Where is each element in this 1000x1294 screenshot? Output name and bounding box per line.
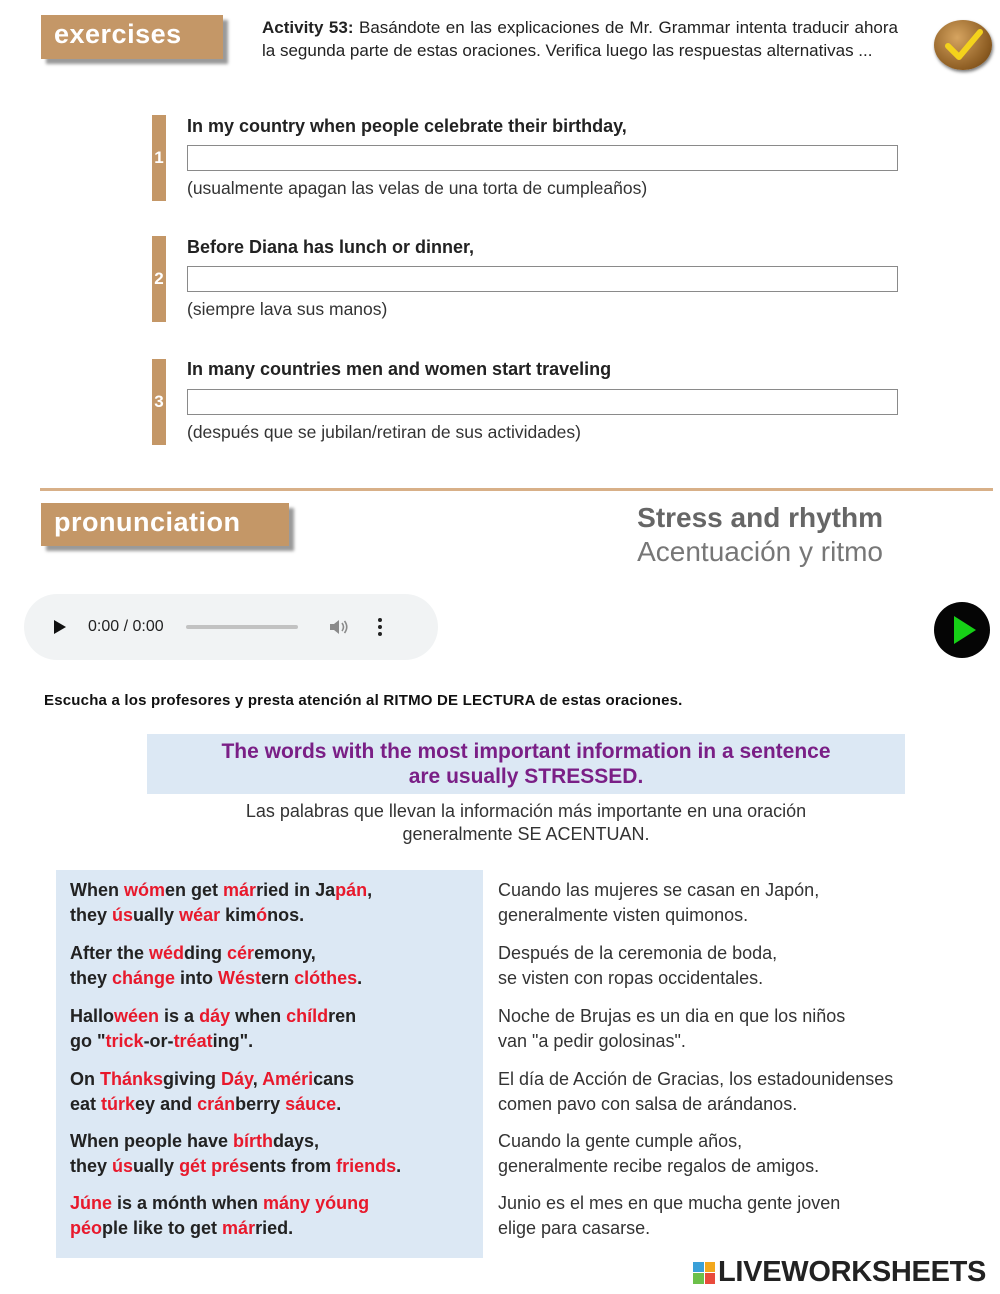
unstressed-text: When [70, 880, 124, 900]
activity-text: Basándote en las explicaciones de Mr. Grammar intenta traducir ahora la segunda parte de estas oraciones. Verifica luego las respuestas alternativas ... [262, 18, 899, 60]
translation-line: Junio es el mes en que mucha gente joven [498, 1193, 841, 1213]
unstressed-text: days, [273, 1131, 320, 1151]
stressed-syllable: Wést [218, 968, 262, 988]
unstressed-text: en get [165, 880, 224, 900]
unstressed-text: they [70, 905, 113, 925]
question-number: 1 [154, 148, 164, 167]
translation-line: generalmente recibe regalos de amigos. [498, 1156, 820, 1176]
question-prompt: Before Diana has lunch or dinner, [187, 237, 475, 257]
stressed-syllable: cér [227, 943, 255, 963]
unstressed-text: . [336, 1094, 342, 1114]
unstressed-text: they [70, 1156, 113, 1176]
activity-title: Activity 53: [262, 18, 354, 37]
stressed-syllable: friends [336, 1156, 397, 1176]
translation-line: Las palabras que llevan la información más importante en una oración [245, 801, 807, 821]
stressed-syllable: crán [197, 1094, 236, 1114]
english-sentence [70, 1129, 401, 1179]
sentence-line [70, 1092, 354, 1117]
unstressed-text: ding [184, 943, 228, 963]
section-title-es: Acentuación y ritmo [637, 536, 883, 567]
stressed-syllable: Dáy [221, 1069, 253, 1089]
english-sentence [70, 1191, 369, 1241]
stressed-syllable: péo [70, 1218, 103, 1238]
audio-player [24, 594, 438, 660]
stressed-syllable: wéar [179, 905, 221, 925]
question-hint: (siempre lava sus manos) [187, 299, 388, 319]
unstressed-text: ple like to get [102, 1218, 223, 1238]
spanish-translation [498, 878, 819, 928]
pronunciation-tab [41, 503, 289, 546]
unstressed-text: On [70, 1069, 100, 1089]
unstressed-text: giving [163, 1069, 222, 1089]
play-icon [954, 616, 976, 644]
unstressed-text: ern [261, 968, 295, 988]
stressed-syllable: már [222, 1218, 256, 1238]
unstressed-text: ried. [255, 1218, 294, 1238]
stressed-syllable: clóthes [294, 968, 358, 988]
rule-translation [147, 800, 905, 846]
sentence-line [70, 1154, 401, 1179]
unstressed-text: kim [220, 905, 257, 925]
stressed-syllable: Júne [70, 1193, 113, 1213]
unstressed-text: . [357, 968, 363, 988]
question-prompt: In my country when people celebrate their birthday, [187, 116, 627, 136]
unstressed-text: After the [70, 943, 150, 963]
unstressed-text: Hallo [70, 1006, 115, 1026]
unstressed-text: , [367, 880, 373, 900]
stressed-syllable: Améri [262, 1069, 314, 1089]
unstressed-text: is a mónth when [112, 1193, 264, 1213]
unstressed-text: ually [133, 905, 180, 925]
unstressed-text: ey and [135, 1094, 198, 1114]
sentence-line [70, 1004, 356, 1029]
spanish-translation [498, 1191, 840, 1241]
play-icon[interactable] [54, 620, 66, 634]
translation-line: generalmente SE ACENTUAN. [402, 824, 650, 844]
stressed-syllable: trick [105, 1031, 144, 1051]
sentence-line [70, 878, 372, 903]
question-hint: (usualmente apagan las velas de una torta de cumpleaños) [187, 178, 648, 198]
english-sentence [70, 878, 372, 928]
translation-line: Después de la ceremonia de boda, [498, 943, 778, 963]
stressed-syllable: bírth [233, 1131, 274, 1151]
unstressed-text: emony, [254, 943, 316, 963]
question-number: 3 [154, 392, 164, 411]
translation-line: generalmente visten quimonos. [498, 905, 749, 925]
brand-name: LIVEWORKSHEETS [718, 1256, 987, 1288]
question-prompt: In many countries men and women start traveling [187, 359, 612, 379]
question-hint: (después que se jubilan/retiran de sus actividades) [187, 422, 581, 442]
translation-line: El día de Acción de Gracias, los estadounidenses [498, 1069, 894, 1089]
stressed-syllable: wéen [114, 1006, 160, 1026]
more-options-icon[interactable] [378, 618, 382, 636]
unstressed-text: ually [133, 1156, 180, 1176]
stressed-syllable: ús [112, 1156, 134, 1176]
unstressed-text: go " [70, 1031, 106, 1051]
stressed-syllable: wéd [149, 943, 185, 963]
stressed-syllable: gét [179, 1156, 207, 1176]
stressed-syllable: sáuce [285, 1094, 337, 1114]
stressed-syllable: wóm [124, 880, 166, 900]
stressed-syllable: tréat [173, 1031, 213, 1051]
check-answers-button[interactable] [934, 20, 992, 70]
stressed-syllable: túrk [101, 1094, 136, 1114]
translation-line: Cuando la gente cumple años, [498, 1131, 743, 1151]
translation-line: comen pavo con salsa de arándanos. [498, 1094, 798, 1114]
answer-input-2[interactable] [187, 266, 898, 292]
unstressed-text: ing". [212, 1031, 254, 1051]
unstressed-text: ents from [249, 1156, 337, 1176]
logo-icon [693, 1262, 715, 1284]
audio-time: 0:00 / 0:00 [88, 618, 164, 635]
unstressed-text: they [70, 968, 113, 988]
stressed-syllable: már [223, 880, 257, 900]
exercises-tab-label: exercises [54, 19, 182, 49]
stressed-syllable: Thánks [100, 1069, 164, 1089]
stressed-syllable: chánge [112, 968, 176, 988]
unstressed-text: When people have [70, 1131, 234, 1151]
unstressed-text: eat [70, 1094, 102, 1114]
unstressed-text: , [252, 1069, 263, 1089]
sentence-line [70, 1216, 369, 1241]
exercises-tab [41, 15, 223, 59]
unstressed-text: into [175, 968, 219, 988]
unstressed-text: cans [313, 1069, 355, 1089]
english-sentence [70, 941, 362, 991]
spanish-translation [498, 1129, 819, 1179]
english-sentence [70, 1067, 354, 1117]
activity-instructions [262, 16, 898, 62]
question-number-badge [152, 359, 166, 445]
unstressed-text: ried in Ja [256, 880, 336, 900]
section-divider [40, 488, 993, 491]
audio-progress-bar[interactable] [186, 625, 298, 629]
answer-input-1[interactable] [187, 145, 898, 171]
unstressed-text: nos. [267, 905, 305, 925]
play-button[interactable] [934, 602, 990, 658]
answer-input-3[interactable] [187, 389, 898, 415]
listening-instruction: Escucha a los profesores y presta atención al RITMO DE LECTURA de estas oraciones. [44, 692, 683, 709]
sentence-line [70, 1191, 369, 1216]
translation-line: se visten con ropas occidentales. [498, 968, 764, 988]
sentence-line [70, 903, 372, 928]
sentence-line [70, 1067, 354, 1092]
stressed-syllable: mány [263, 1193, 311, 1213]
stressed-syllable: dáy [199, 1006, 231, 1026]
question-number: 2 [154, 269, 164, 288]
rule-callout [147, 734, 905, 794]
stressed-syllable: prés [211, 1156, 250, 1176]
translation-line: Cuando las mujeres se casan en Japón, [498, 880, 820, 900]
translation-line: Noche de Brujas es un dia en que los niños [498, 1006, 846, 1026]
callout-line: are usually STRESSED. [408, 765, 644, 788]
unstressed-text: when [230, 1006, 287, 1026]
stressed-syllable: pán [335, 880, 368, 900]
stressed-syllable: yóung [315, 1193, 370, 1213]
question-number-badge [152, 236, 166, 322]
sentence-line [70, 1129, 401, 1154]
spanish-translation [498, 1004, 845, 1054]
section-title-en: Stress and rhythm [637, 502, 883, 533]
pronunciation-tab-label: pronunciation [54, 507, 241, 537]
unstressed-text: berry [235, 1094, 286, 1114]
question-number-badge [152, 115, 166, 201]
translation-line: van "a pedir golosinas". [498, 1031, 686, 1051]
unstressed-text: is a [159, 1006, 200, 1026]
sentence-line [70, 941, 362, 966]
unstressed-text: . [396, 1156, 402, 1176]
volume-icon[interactable] [328, 617, 350, 637]
callout-line: The words with the most important information in a sentence [221, 740, 831, 763]
unstressed-text: -or- [143, 1031, 174, 1051]
sentence-line [70, 1029, 356, 1054]
checkmark-icon [944, 28, 984, 62]
stressed-syllable: chíld [286, 1006, 329, 1026]
spanish-translation [498, 941, 777, 991]
english-sentence [70, 1004, 356, 1054]
stressed-syllable: ó [256, 905, 268, 925]
unstressed-text: ren [328, 1006, 357, 1026]
stressed-syllable: ús [112, 905, 134, 925]
translation-line: elige para casarse. [498, 1218, 651, 1238]
sentence-line [70, 966, 362, 991]
liveworksheets-logo [693, 1256, 986, 1289]
spanish-translation [498, 1067, 893, 1117]
